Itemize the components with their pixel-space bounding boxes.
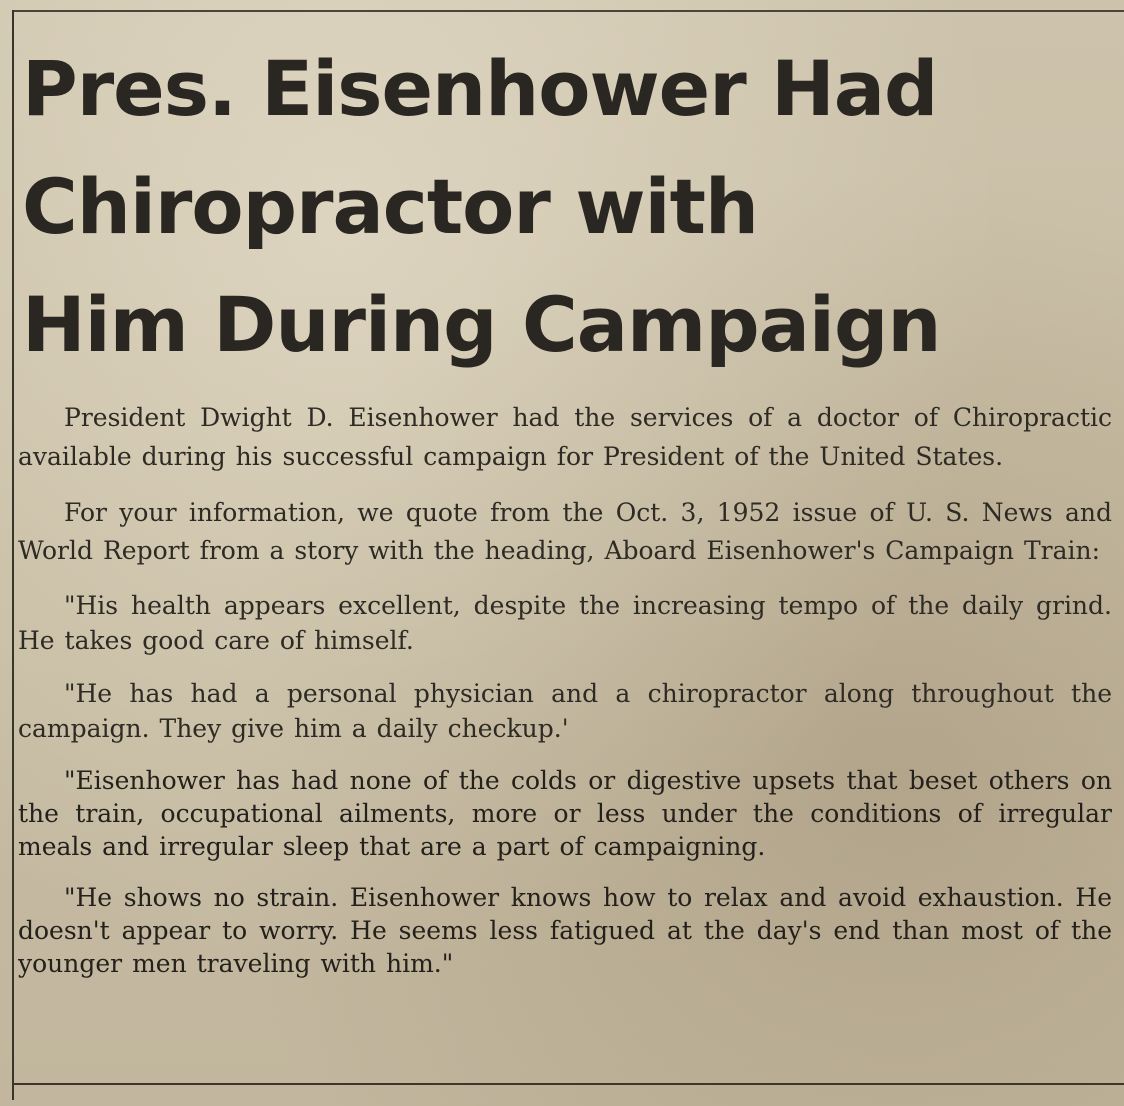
article-body — [18, 398, 1112, 998]
headline-line-3: Him During Campaign — [22, 280, 941, 369]
left-border-rule — [12, 10, 14, 1100]
paragraph-quote-physician: "He has had a personal physician and a chiropractor along throughout the campaign. They give him a daily checkup.' — [18, 679, 1112, 743]
paragraph-quote-health: "His health appears excellent, despite the increasing tempo of the daily grind. He takes good care of himself. — [18, 591, 1112, 655]
top-border-rule — [12, 10, 1124, 12]
paragraph-quote-strain: "He shows no strain. Eisenhower knows how to relax and avoid exhaustion. He doesn't appear to worry. He seems less fatigued at the day's end than most of the younger men traveling with him." — [18, 883, 1112, 978]
paragraph-source: For your information, we quote from the Oct. 3, 1952 issue of U. S. News and World Report from a story with the heading, Aboard Eisenhower's Campaign Train: — [18, 498, 1112, 565]
paragraph-quote-colds: "Eisenhower has had none of the colds or digestive upsets that beset others on the train, occupational ailments, more or less under the conditions of irregular meals and irregular sleep that are a part of campaigning. — [18, 766, 1112, 861]
headline-line-2: Chiropractor with — [22, 162, 759, 251]
bottom-border-rule — [14, 1083, 1124, 1085]
headline-line-1: Pres. Eisenhower Had — [22, 44, 938, 133]
headline — [22, 30, 1102, 384]
paragraph-intro: President Dwight D. Eisenhower had the services of a doctor of Chiropractic available during his successful campaign for President of the United States. — [18, 403, 1112, 471]
